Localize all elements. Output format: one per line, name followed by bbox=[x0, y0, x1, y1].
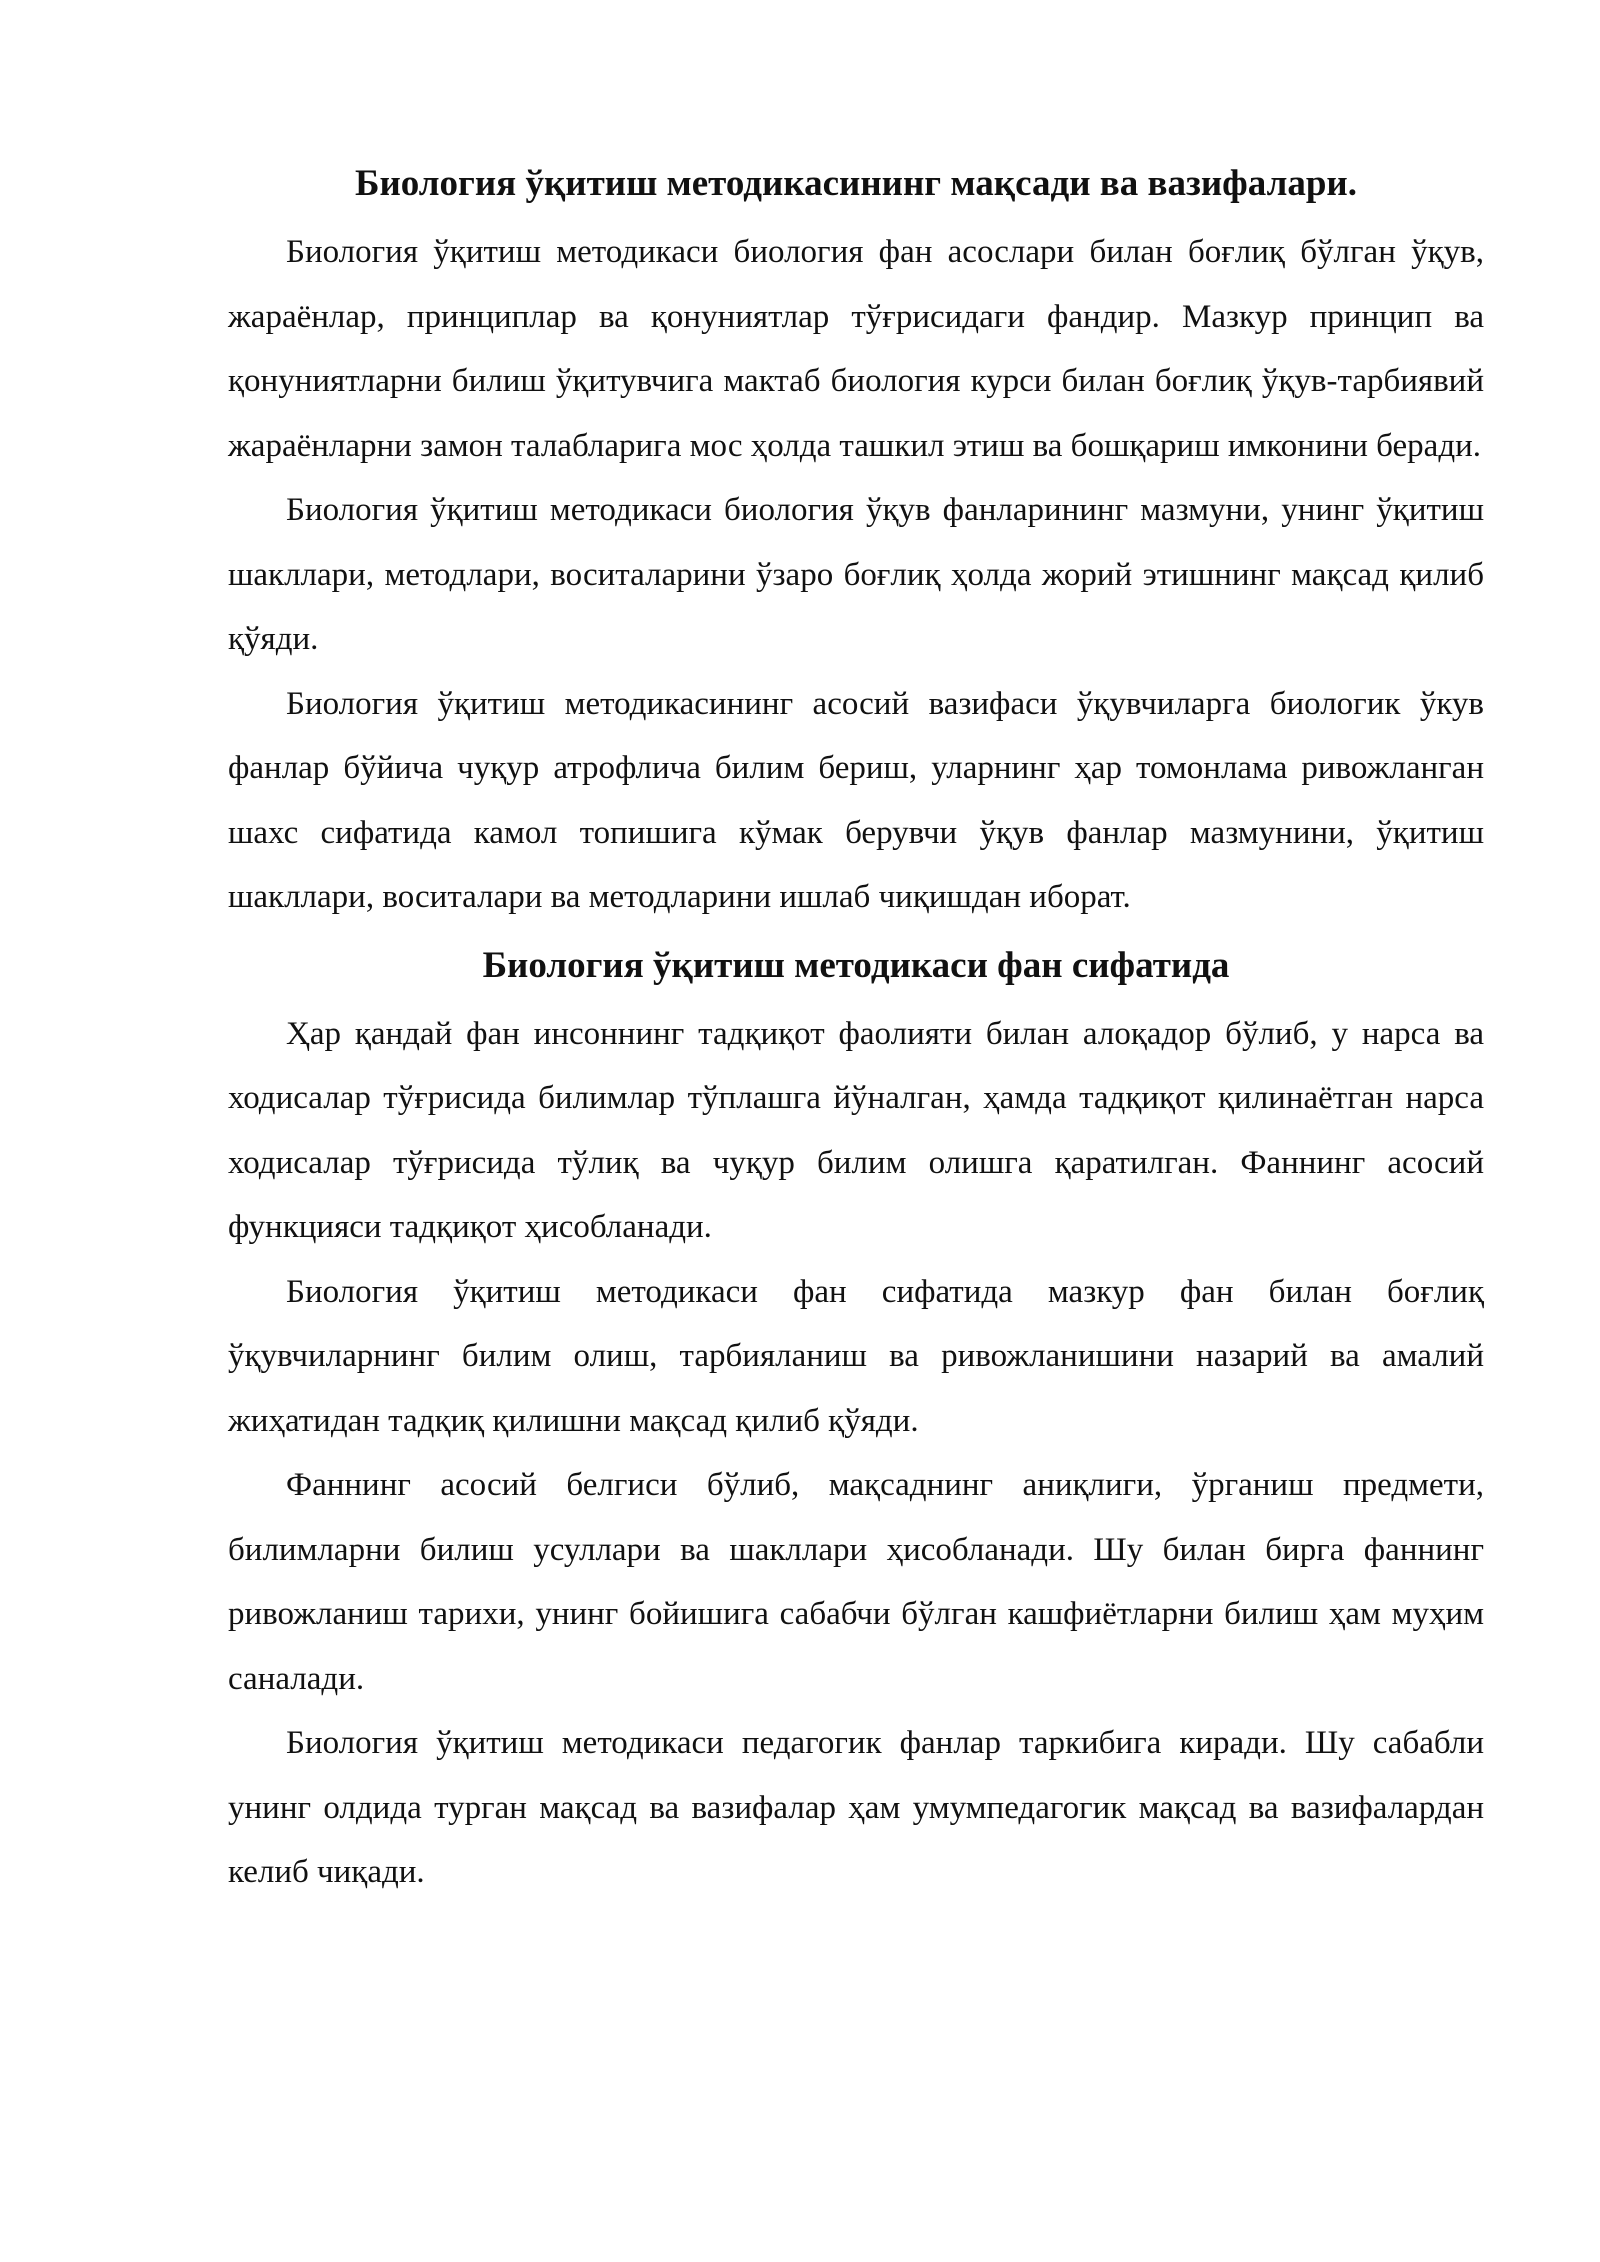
section-2-paragraph-2: Биология ўқитиш методикаси фан сифатида мазкур фан билан боғлиқ ўқувчиларнинг билим олиш, тарбияланиш ва ривожланишини назарий ва амалий жиҳатидан тадқиқ қилишни мақсад қилиб қўяди. bbox=[228, 1273, 1484, 1439]
section-2-paragraph-4: Биология ўқитиш методикаси педагогик фанлар таркибига киради. Шу сабабли унинг олдида турган мақсад ва вазифалар ҳам умумпедагогик мақсад ва вазифалардан келиб чиқади. bbox=[228, 1725, 1484, 1890]
section-1-paragraph-3: Биология ўқитиш методикасининг асосий вазифаси ўқувчиларга биологик ўкув фанлар бўйича чуқур атрофлича билим бериш, уларнинг ҳар томонлама ривожланган шахс сифатида камол топишига кўмак берувчи ўқув фанлар мазмунини, ўқитиш шакллари, воситалари ва методларини ишлаб чиқишдан иборат. bbox=[228, 685, 1484, 915]
section-2-heading: Биология ўқитиш методикаси фан сифатида bbox=[482, 944, 1230, 986]
section-2-paragraph-1: Ҳар қандай фан инсоннинг тадқиқот фаолияти билан алоқадор бўлиб, у нарса ва ходисалар тўғрисида билимлар тўплашга йўналган, ҳамда тадқиқот қилинаётган нарса ходисалар тўғрисида тўлиқ ва чуқур билим олишга қаратилган. Фаннинг асосий функцияси тадқиқот ҳисобланади. bbox=[228, 1015, 1484, 1245]
document-body bbox=[228, 148, 1484, 1905]
section-2-paragraph-3: Фаннинг асосий белгиси бўлиб, мақсаднинг аниқлиги, ўрганиш предмети, билимларни билиш усуллари ва шакллари ҳисобланади. Шу билан бирга фаннинг ривожланиш тарихи, унинг бойишига сабабчи бўлган кашфиётларни билиш ҳам муҳим саналади. bbox=[228, 1467, 1484, 1697]
section-1-heading: Биология ўқитиш методикасининг мақсади ва вазифалари. bbox=[355, 163, 1357, 204]
section-1-paragraph-1: Биология ўқитиш методикаси биология фан асослари билан боғлиқ бўлган ўқув, жараёнлар, принциплар ва қонуниятлар тўғрисидаги фандир. Мазкур принцип ва қонуниятларни билиш ўқитувчига мактаб биология курси билан боғлиқ ўқув-тарбиявий жараёнларни замон талабларига мос ҳолда ташкил этиш ва бошқариш имконини беради. bbox=[228, 234, 1484, 464]
section-1-paragraph-2: Биология ўқитиш методикаси биология ўқув фанларининг мазмуни, унинг ўқитиш шакллари, методлари, воситаларини ўзаро боғлиқ ҳолда жорий этишнинг мақсад қилиб қўяди. bbox=[228, 492, 1484, 657]
